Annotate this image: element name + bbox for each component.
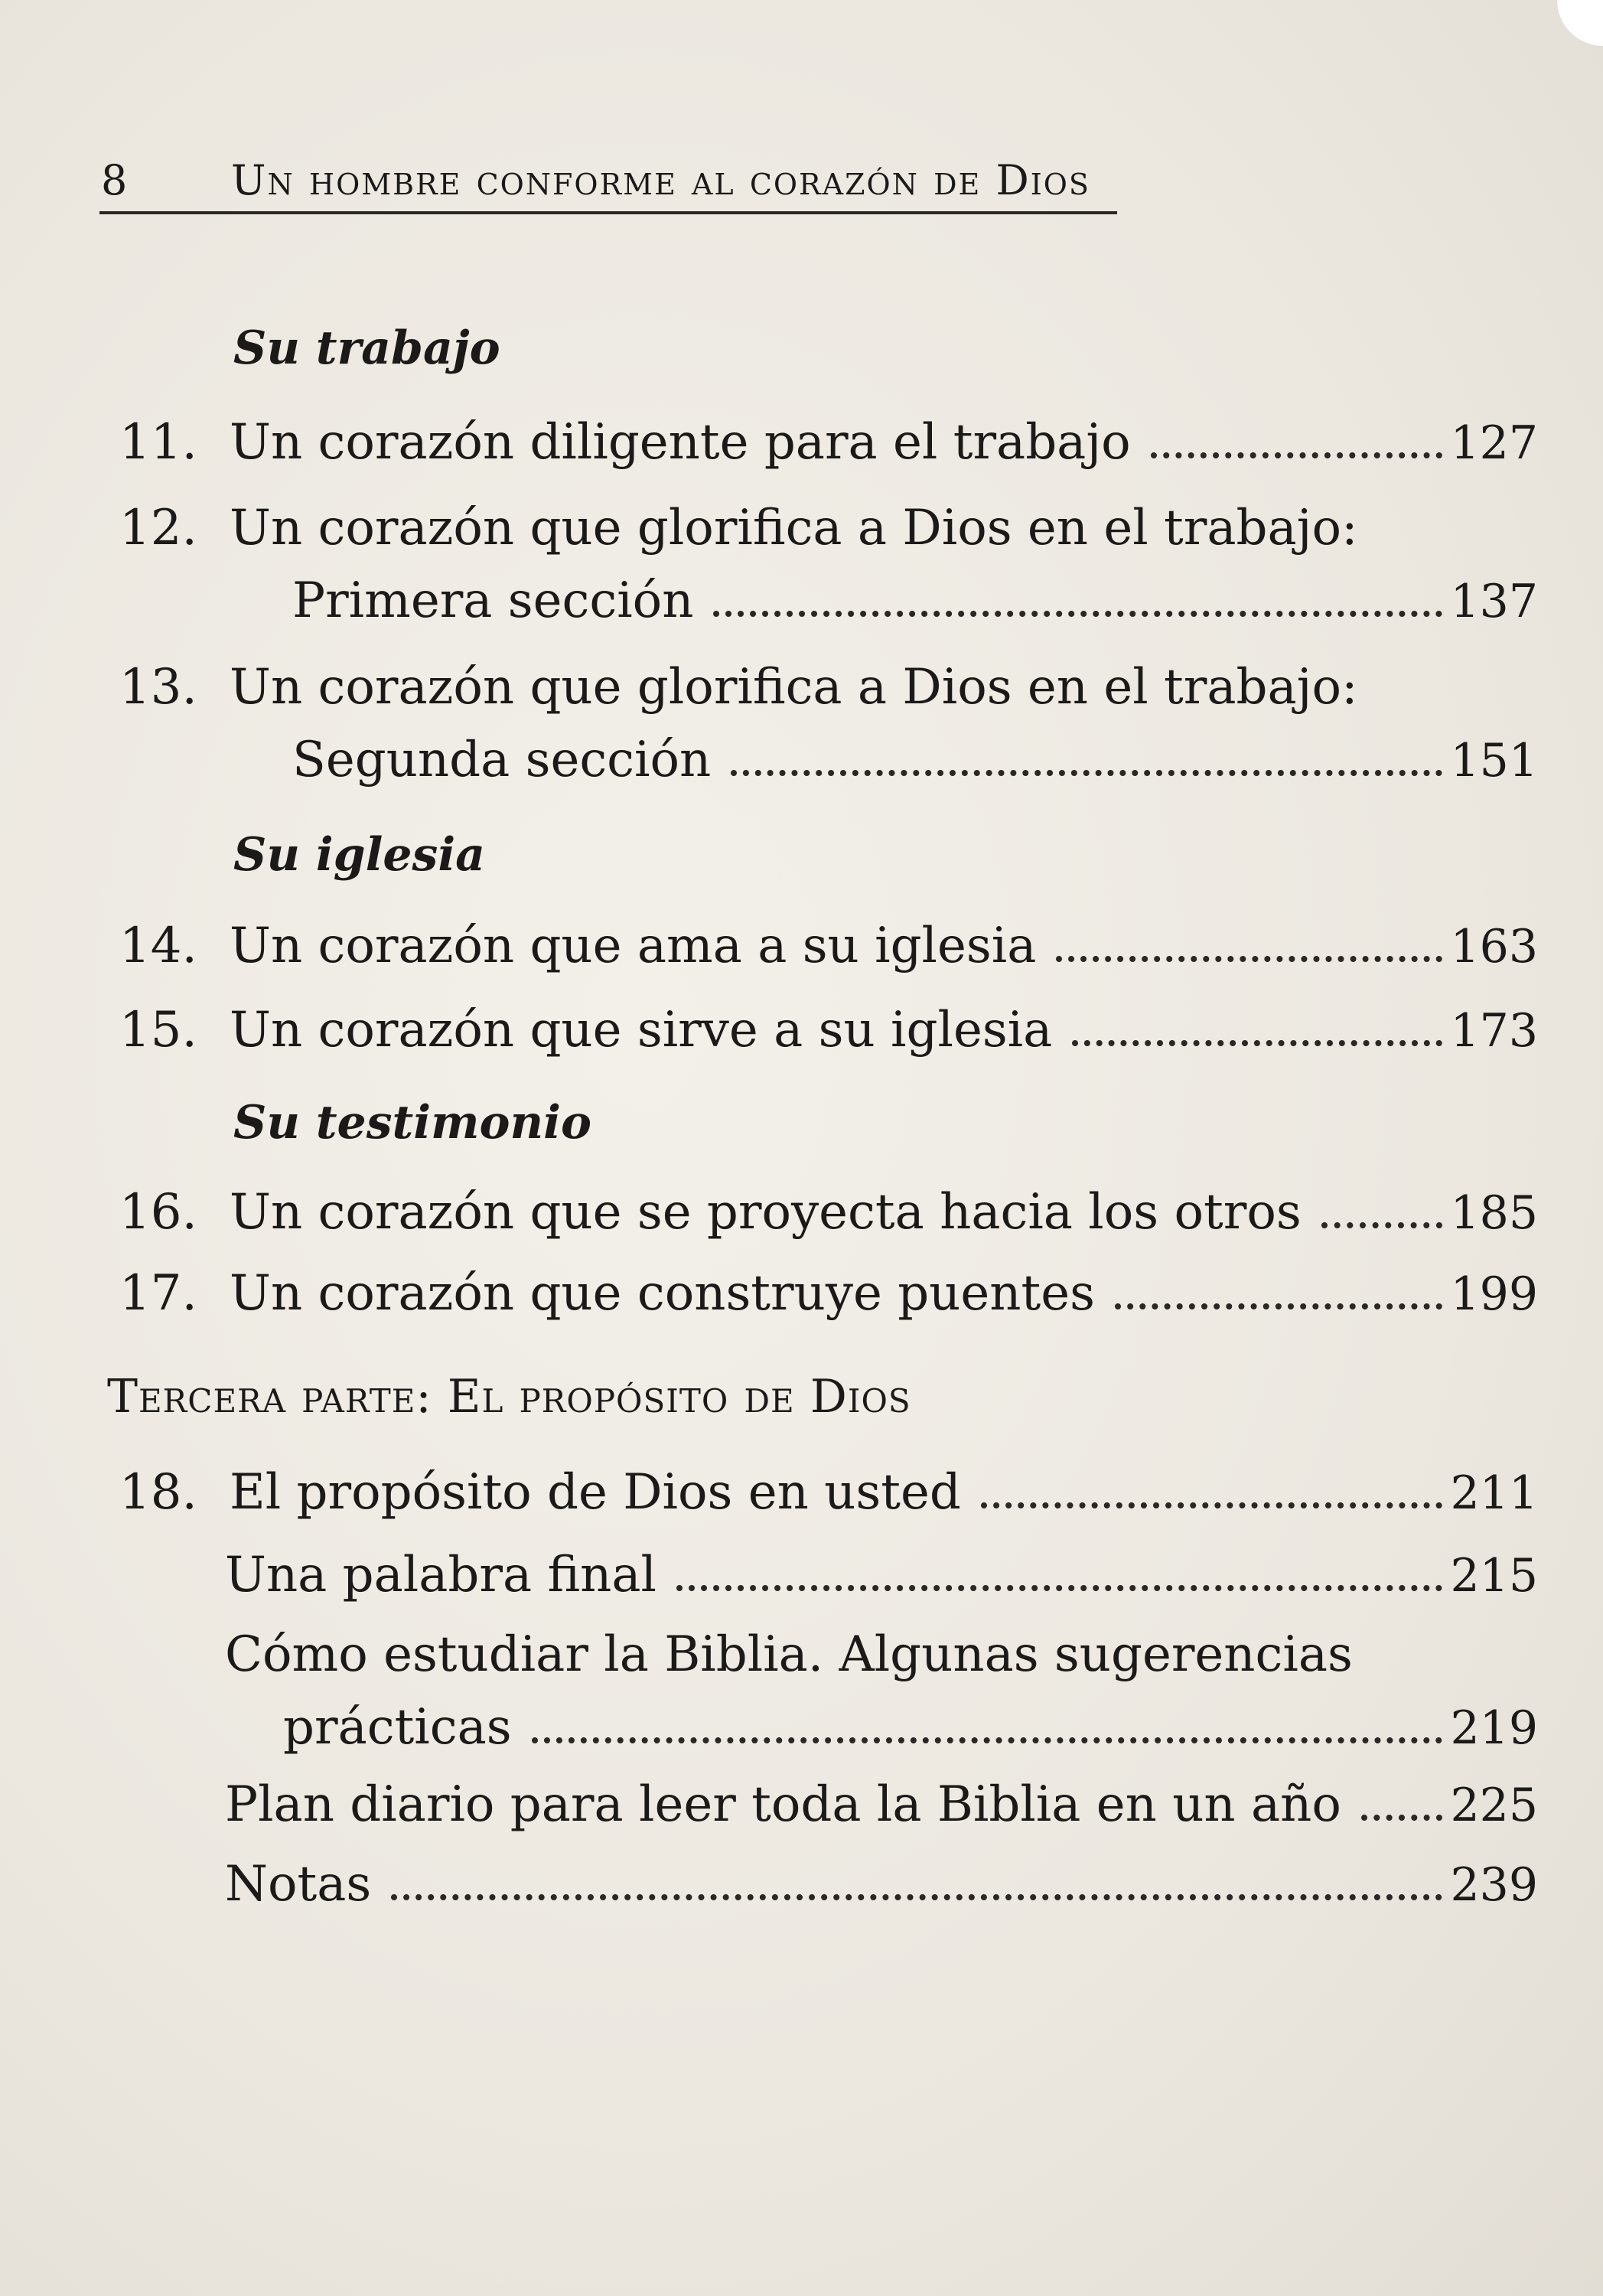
dot-leader: [713, 610, 1442, 617]
chapter-title: Un corazón que ama a su iglesia: [230, 918, 1037, 974]
chapter-page: 127: [1450, 416, 1538, 470]
dot-leader: [676, 1584, 1442, 1591]
page-corner: [1557, 0, 1603, 46]
entry-title: Notas: [225, 1856, 372, 1913]
dot-leader: [1056, 955, 1442, 962]
chapter-title: Un corazón que se proyecta hacia los otros: [230, 1184, 1302, 1241]
chapter-page: 185: [1450, 1186, 1538, 1240]
chapter-number: 15.: [119, 1002, 197, 1058]
entry-page: 239: [1450, 1858, 1538, 1912]
chapter-page: 151: [1450, 734, 1538, 788]
entry-subtitle: prácticas: [283, 1699, 512, 1756]
entry-title: Cómo estudiar la Biblia. Algunas sugerencias: [225, 1626, 1353, 1683]
dot-leader: [1361, 1814, 1443, 1821]
chapter-number: 17.: [119, 1265, 197, 1322]
chapter-title: Un corazón diligente para el trabajo: [230, 414, 1131, 471]
dot-leader: [731, 769, 1442, 776]
entry-title: Plan diario para leer toda la Biblia en un año: [225, 1776, 1341, 1833]
chapter-title: El propósito de Dios en usted: [230, 1464, 961, 1521]
chapter-page: 163: [1450, 920, 1538, 974]
dot-leader: [391, 1893, 1442, 1900]
chapter-number: 16.: [119, 1184, 197, 1241]
part-heading-three: Tercera parte: El propósito de Dios: [107, 1370, 911, 1424]
chapter-title: Un corazón que glorifica a Dios en el trabajo:: [230, 500, 1358, 556]
chapter-page: 173: [1450, 1004, 1538, 1058]
chapter-number: 12.: [119, 500, 197, 556]
chapter-subtitle: Segunda sección: [292, 732, 712, 788]
chapter-number: 11.: [119, 414, 197, 471]
chapter-number: 14.: [119, 918, 197, 974]
chapter-page: 199: [1450, 1267, 1538, 1321]
dot-leader: [532, 1737, 1443, 1743]
entry-title: Una palabra final: [225, 1547, 657, 1603]
section-heading-church: Su iglesia: [233, 828, 486, 882]
dot-leader: [1072, 1039, 1442, 1046]
dot-leader: [1151, 452, 1443, 458]
entry-page: 219: [1450, 1701, 1538, 1755]
entry-page: 225: [1450, 1779, 1538, 1832]
chapter-page: 211: [1450, 1466, 1538, 1520]
page-number: 8: [101, 156, 129, 204]
chapter-page: 137: [1450, 575, 1538, 628]
chapter-title: Un corazón que sirve a su iglesia: [230, 1002, 1053, 1058]
running-header: [99, 150, 1117, 214]
chapter-subtitle: Primera sección: [292, 572, 694, 629]
section-heading-testimony: Su testimonio: [233, 1096, 591, 1150]
chapter-title: Un corazón que construye puentes: [230, 1265, 1095, 1322]
dot-leader: [1115, 1303, 1443, 1309]
chapter-number: 13.: [119, 659, 197, 716]
chapter-number: 18.: [119, 1464, 197, 1521]
chapter-title: Un corazón que glorifica a Dios en el trabajo:: [230, 659, 1358, 716]
section-heading-work: Su trabajo: [233, 321, 500, 375]
dot-leader: [1321, 1221, 1443, 1228]
entry-page: 215: [1450, 1549, 1538, 1603]
dot-leader: [981, 1502, 1443, 1508]
book-title: Un hombre conforme al corazón de Dios: [231, 156, 1090, 204]
